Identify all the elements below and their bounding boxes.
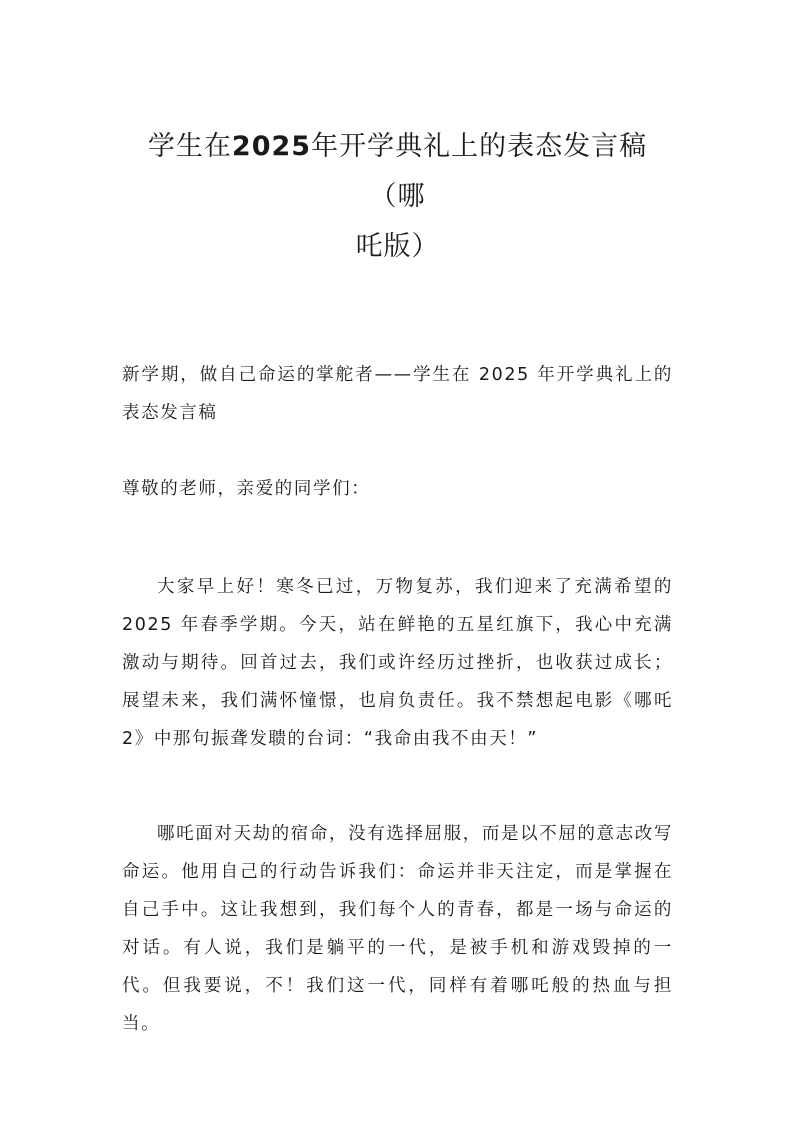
title-prefix: 学生在 [147, 131, 232, 162]
greeting: 尊敬的老师，亲爱的同学们： [122, 479, 371, 499]
title-year: 2025 [231, 131, 312, 162]
paragraph: 哪吒面对天劫的宿命，没有选择屈服，而是以不屈的意志改写命运。他用自己的行动告诉我们：命运并非天注定，而是掌握在自己手中。这让我想到，我们每个人的青春，都是一场与命运的对话。有人说，我们是躺平的一代，是被手机和游戏毁掉的一代。但我要说，不！我们这一代，同样有着哪吒般的热血与担当。 [122, 824, 673, 1034]
document-subtitle: 新学期，做自己命运的掌舵者——学生在 2025 年开学典礼上的表态发言稿 [122, 365, 673, 423]
paragraph: 大家早上好！寒冬已过，万物复苏，我们迎来了充满希望的 2025 年春季学期。今天，站在鲜艳的五星红旗下，我心中充满激动与期待。回首过去，我们或许经历过挫折，也收获过成长；展望未来，我们满怀憧憬，也肩负责任。我不禁想起电影《哪吒 2》中那句振聋发聩的台词：“我命由我不由天！” [122, 577, 673, 749]
title-suffix: 年开学典礼上的表态发言稿（哪 [311, 131, 648, 212]
document-title [122, 122, 673, 272]
title-line2: 吒版） [355, 231, 440, 262]
